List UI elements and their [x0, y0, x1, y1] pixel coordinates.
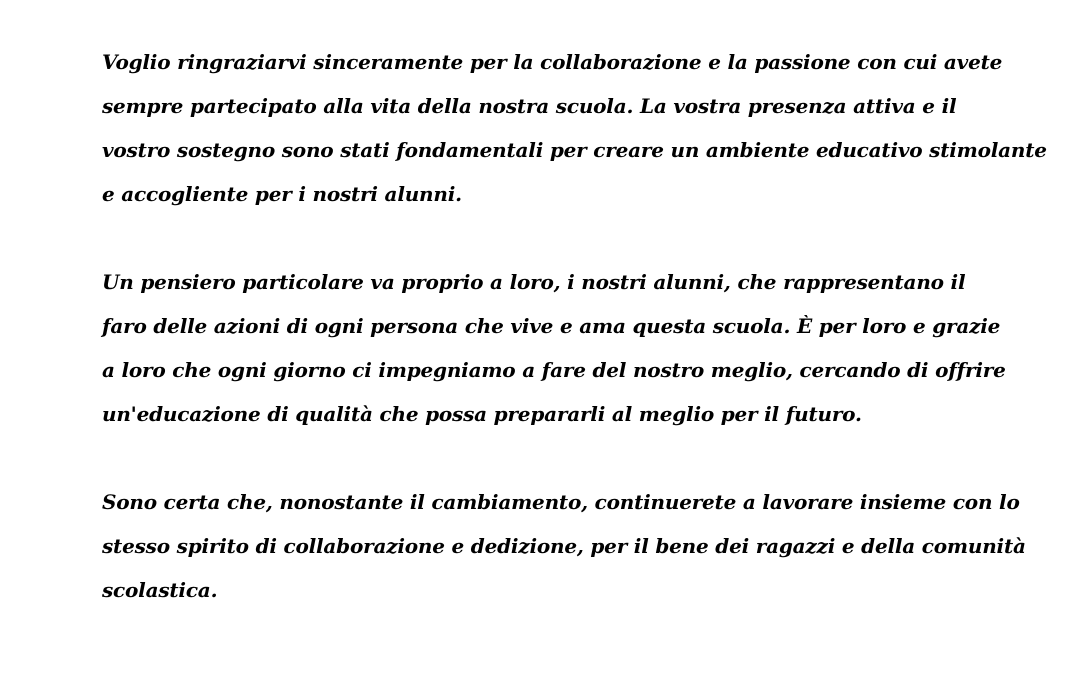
text-line: a loro che ogni giorno ci impegniamo a fare del nostro meglio, cercando di offrire	[102, 358, 1006, 382]
text-line: vostro sostegno sono stati fondamentali per creare un ambiente educativo stimolante	[102, 138, 1047, 162]
text-line: sempre partecipato alla vita della nostra scuola. La vostra presenza attiva e il	[102, 94, 957, 118]
text-line: Un pensiero particolare va proprio a loro, i nostri alunni, che rappresentano il	[102, 270, 966, 294]
text-line: Sono certa che, nonostante il cambiamento, continuerete a lavorare insieme con lo	[102, 490, 1020, 514]
letter-body	[102, 40, 1047, 656]
text-line: un'educazione di qualità che possa prepararli al meglio per il futuro.	[102, 402, 862, 426]
text-line: scolastica.	[102, 578, 218, 602]
text-line: faro delle azioni di ogni persona che vive e ama questa scuola. È per loro e grazie	[102, 314, 1001, 338]
paragraph-thanks	[102, 40, 1047, 216]
text-line: Voglio ringraziarvi sinceramente per la collaborazione e la passione con cui avete	[102, 50, 1003, 74]
text-line: stesso spirito di collaborazione e dedizione, per il bene dei ragazzi e della comunità	[102, 534, 1026, 558]
text-line: e accogliente per i nostri alunni.	[102, 182, 462, 206]
paragraph-students	[102, 260, 1006, 436]
paragraph-closing	[102, 480, 1026, 612]
